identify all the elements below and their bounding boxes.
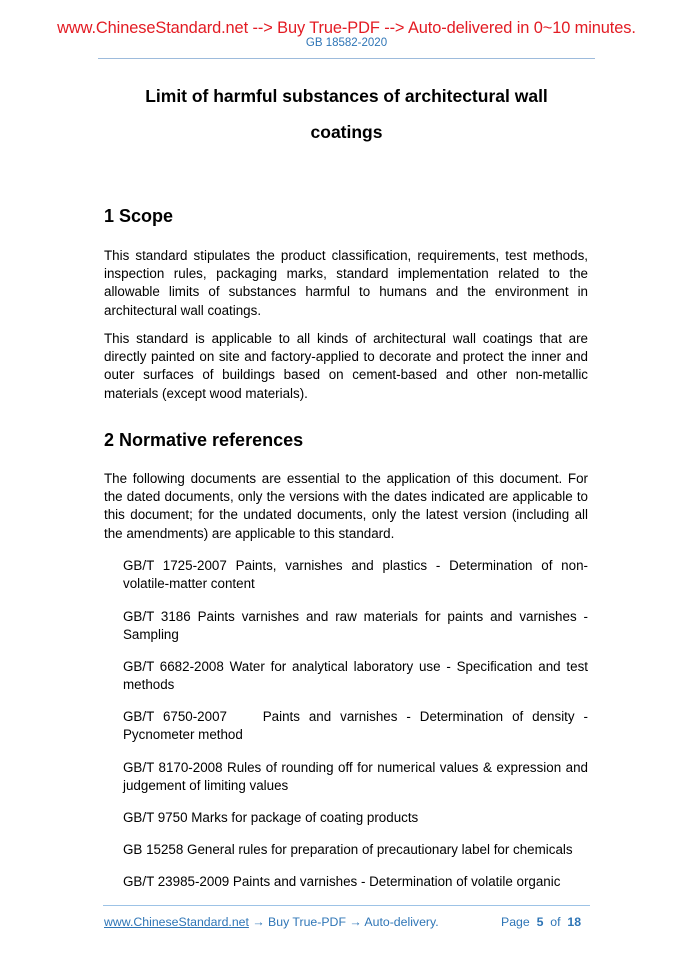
page-of-label: of — [550, 915, 561, 929]
reference-item: GB/T 6682-2008 Water for analytical laboratory use - Specification and test methods — [123, 659, 588, 693]
page-label: Page — [501, 915, 530, 929]
document-title-line-2: coatings — [310, 122, 383, 142]
page-indicator — [501, 915, 581, 929]
footer-tagline: → Buy True-PDF → Auto-delivery. — [248, 915, 439, 929]
reference-item: GB/T 9750 Marks for package of coating products — [123, 810, 419, 825]
reference-item: GB/T 8170-2008 Rules of rounding off for numerical values & expression and judgement of limiting values — [123, 760, 588, 794]
section-heading-normative-references: 2 Normative references — [104, 430, 304, 450]
reference-item: GB 15258 General rules for preparation of precautionary label for chemicals — [123, 842, 573, 857]
document-title-line-1: Limit of harmful substances of architectural wall — [145, 86, 548, 106]
section-heading-scope: 1 Scope — [104, 206, 174, 226]
scope-paragraph-1: This standard stipulates the product classification, requirements, test methods, inspection rules, packaging marks, standard implementation related to the allowable limits of substances harmful to humans and the environment in architectural wall coatings. — [104, 248, 588, 318]
header-divider — [98, 58, 595, 59]
page-total: 18 — [567, 915, 582, 929]
reference-item: GB/T 1725-2007 Paints, varnishes and plastics - Determination of non-volatile-matter content — [123, 558, 588, 592]
footer-text — [104, 915, 439, 929]
footer-site-link[interactable]: www.ChineseStandard.net — [104, 915, 249, 929]
top-banner[interactable]: www.ChineseStandard.net --> Buy True-PDF --> Auto-delivered in 0~10 minutes. — [57, 19, 636, 37]
footer-divider — [103, 905, 590, 906]
reference-item: GB/T 3186 Paints varnishes and raw materials for paints and varnishes - Sampling — [123, 609, 588, 643]
reference-item: GB/T 6750-2007 Paints and varnishes - Determination of density - Pycnometer method — [123, 709, 592, 743]
page-current: 5 — [536, 915, 544, 929]
scope-paragraph-2: This standard is applicable to all kinds of architectural wall coatings that are directly painted on site and factory-applied to decorate and protect the inner and outer surfaces of buildings based on cement-based and other non-metallic materials (except wood materials). — [104, 331, 588, 401]
normative-references-intro: The following documents are essential to the application of this document. For the dated documents, only the versions with the dates indicated are applicable to this document; for the undated documents, only the latest version (including all the amendments) are applicable to this standard. — [104, 471, 588, 541]
reference-item: GB/T 23985-2009 Paints and varnishes - Determination of volatile organic — [123, 874, 561, 889]
document-code: GB 18582-2020 — [305, 37, 388, 49]
